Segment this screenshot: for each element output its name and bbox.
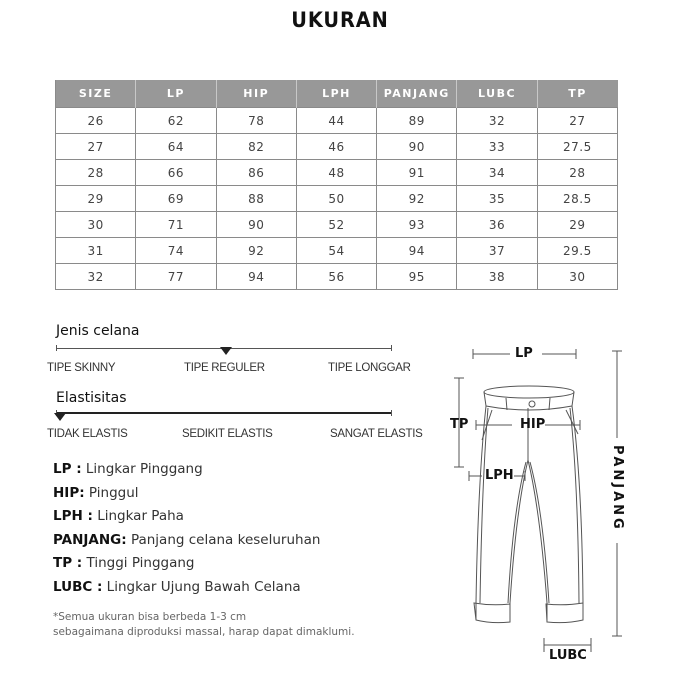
cell: 82 [216, 134, 296, 160]
cell: 28.5 [537, 186, 617, 212]
header-size: SIZE [56, 80, 136, 108]
cell: 31 [56, 238, 136, 264]
label-lph: LPH [485, 468, 514, 483]
cell: 92 [216, 238, 296, 264]
label-lp: LP [515, 346, 533, 361]
header-tp: TP [537, 80, 617, 108]
selected-marker-icon [220, 347, 232, 355]
header-panjang: PANJANG [377, 80, 457, 108]
cell: 94 [377, 238, 457, 264]
cell: 88 [216, 186, 296, 212]
table-row [56, 134, 618, 160]
cell: 52 [296, 212, 376, 238]
cell: 64 [136, 134, 216, 160]
cell: 93 [377, 212, 457, 238]
cell: 36 [457, 212, 537, 238]
legend-item-panjang: PANJANG: Panjang celana keseluruhan [53, 531, 321, 548]
table-row [56, 186, 618, 212]
label-lubc: LUBC [549, 648, 587, 663]
cell: 29 [537, 212, 617, 238]
legend-item-lp: LP : Lingkar Pinggang [53, 461, 203, 477]
cell: 71 [136, 212, 216, 238]
cell: 91 [377, 160, 457, 186]
cell: 28 [56, 160, 136, 186]
cell: 34 [457, 160, 537, 186]
cell: 86 [216, 160, 296, 186]
jenis-celana-title: Jenis celana [56, 323, 140, 339]
header-lubc: LUBC [457, 80, 537, 108]
cell: 74 [136, 238, 216, 264]
cell: 54 [296, 238, 376, 264]
cell: 33 [457, 134, 537, 160]
cell: 90 [216, 212, 296, 238]
header-lph: LPH [296, 80, 376, 108]
header-hip: HIP [216, 80, 296, 108]
cell: 37 [457, 238, 537, 264]
cell: 62 [136, 108, 216, 134]
cell: 90 [377, 134, 457, 160]
cell: 44 [296, 108, 376, 134]
page-title: UKURAN [291, 8, 389, 32]
table-row [56, 264, 618, 290]
cell: 32 [457, 108, 537, 134]
label-tipe-longgar: TIPE LONGGAR [328, 362, 411, 374]
cell: 66 [136, 160, 216, 186]
label-sedikit-elastis: SEDIKIT ELASTIS [182, 428, 273, 440]
cell: 26 [56, 108, 136, 134]
cell: 50 [296, 186, 376, 212]
cell: 94 [216, 264, 296, 290]
table-row [56, 212, 618, 238]
cell: 29.5 [537, 238, 617, 264]
label-tipe-skinny: TIPE SKINNY [47, 362, 116, 374]
label-panjang: PANJANG [610, 445, 625, 532]
table-row [56, 108, 618, 134]
cell: 30 [56, 212, 136, 238]
cell: 69 [136, 186, 216, 212]
cell: 38 [457, 264, 537, 290]
cell: 29 [56, 186, 136, 212]
label-tipe-reguler: TIPE REGULER [184, 362, 265, 374]
label-hip: HIP [520, 417, 546, 432]
cell: 30 [537, 264, 617, 290]
cell: 32 [56, 264, 136, 290]
size-table [55, 80, 618, 290]
elastisitas-title: Elastisitas [56, 390, 127, 406]
table-header-row [56, 80, 618, 108]
label-sangat-elastis: SANGAT ELASTIS [330, 428, 423, 440]
table-row [56, 238, 618, 264]
label-tp: TP [450, 417, 469, 432]
cell: 92 [377, 186, 457, 212]
cell: 27 [537, 108, 617, 134]
cell: 28 [537, 160, 617, 186]
legend-item-hip: HIP: Pinggul [53, 484, 139, 501]
legend-item-lph: LPH : Lingkar Paha [53, 508, 184, 524]
elastisitas-scale-line [56, 412, 392, 414]
cell: 35 [457, 186, 537, 212]
legend-item-tp: TP : Tinggi Pinggang [53, 555, 195, 571]
cell: 48 [296, 160, 376, 186]
cell: 77 [136, 264, 216, 290]
cell: 56 [296, 264, 376, 290]
pants-diagram [440, 330, 640, 675]
legend-item-lubc: LUBC : Lingkar Ujung Bawah Celana [53, 578, 301, 595]
cell: 27 [56, 134, 136, 160]
cell: 78 [216, 108, 296, 134]
label-tidak-elastis: TIDAK ELASTIS [47, 428, 128, 440]
cell: 46 [296, 134, 376, 160]
table-row [56, 160, 618, 186]
selected-marker-icon [54, 413, 66, 421]
measurement-legend [53, 458, 320, 599]
cell: 95 [377, 264, 457, 290]
cell: 89 [377, 108, 457, 134]
header-lp: LP [136, 80, 216, 108]
disclaimer-note: *Semua ukuran bisa berbeda 1-3 cm sebagaimana diproduksi massal, harap dapat dimaklumi. [53, 611, 355, 638]
cell: 27.5 [537, 134, 617, 160]
